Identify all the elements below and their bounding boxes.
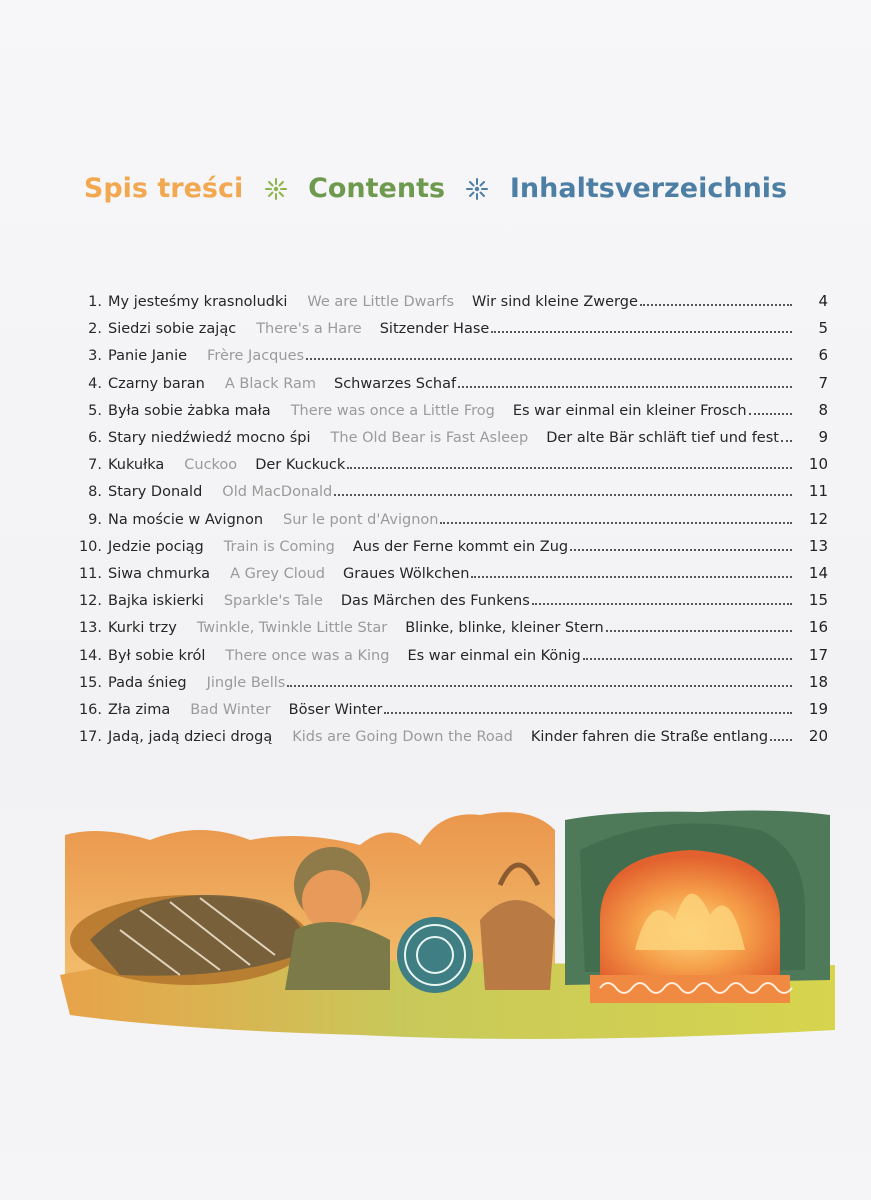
title-english: Jingle Bells	[206, 674, 286, 691]
page-number: 15	[808, 591, 828, 610]
title-english: There once was a King	[225, 647, 390, 664]
title-english: Sparkle's Tale	[223, 593, 323, 610]
title-english: A Grey Cloud	[230, 566, 325, 582]
title-german: Wir sind kleine Zwerge	[472, 294, 638, 310]
entry-number: 10.	[78, 538, 102, 555]
title-german: Blinke, blinke, kleiner Stern	[405, 620, 604, 637]
title-polish: Siedzi sobie zając	[108, 321, 237, 338]
title-polish: Kurki trzy	[108, 620, 177, 637]
title-english: Sur le pont d'Avignon	[283, 511, 439, 528]
dot-leader	[532, 603, 792, 605]
toc-entry	[78, 502, 828, 528]
dot-leader	[306, 358, 792, 360]
toc-entry	[78, 610, 828, 636]
toc-entry	[78, 338, 828, 364]
watercolor-illustration	[60, 790, 835, 1040]
title-english: Bad Winter	[190, 702, 271, 718]
title-german: Böser Winter	[288, 702, 383, 718]
toc-entry	[78, 447, 828, 473]
dot-leader	[640, 304, 792, 306]
entry-number: 17.	[78, 729, 102, 746]
entry-number: 9.	[88, 511, 102, 528]
entry-number: 6.	[88, 430, 102, 446]
title-polish: Spis treści	[83, 173, 244, 204]
entry-number: 13.	[78, 620, 102, 637]
dot-leader	[749, 413, 792, 415]
toc-entry	[78, 556, 828, 582]
title-english: There was once a Little Frog	[290, 402, 495, 419]
title-polish: Panie Janie	[108, 348, 188, 365]
title-german: Kinder fahren die Straße entlang	[530, 729, 769, 746]
dot-leader	[471, 576, 792, 578]
title-polish: My jesteśmy krasnoludki	[108, 294, 288, 310]
dot-leader	[440, 522, 792, 524]
title-polish: Pada śnieg	[108, 674, 187, 691]
title-polish: Na moście w Avignon	[108, 511, 264, 528]
entry-number: 16.	[78, 702, 102, 718]
title-english: The Old Bear is Fast Asleep	[330, 430, 529, 446]
title-polish: Bajka iskierki	[108, 593, 204, 610]
page-number: 6	[818, 346, 828, 365]
title-english: Train is Coming	[223, 538, 335, 555]
page-number: 11	[808, 482, 828, 501]
title-polish: Czarny baran	[108, 375, 205, 392]
title-german: Graues Wölkchen	[343, 566, 470, 582]
entry-number: 14.	[78, 647, 102, 664]
title-polish: Stary niedźwiedź mocno śpi	[108, 430, 311, 446]
toc-entry	[78, 719, 828, 745]
toc-entry	[78, 474, 828, 500]
page-number: 18	[808, 672, 828, 691]
dot-leader	[770, 739, 792, 741]
page-title	[0, 172, 871, 204]
entry-number: 1.	[88, 294, 102, 310]
dot-leader	[458, 386, 792, 388]
page-number: 19	[808, 700, 828, 718]
title-german: Es war einmal ein kleiner Frosch	[512, 402, 747, 419]
title-english: Contents	[308, 173, 446, 204]
title-polish: Stary Donald	[108, 484, 203, 501]
page-number: 4	[818, 292, 828, 310]
page-number: 8	[818, 400, 828, 419]
title-german: Inhaltsverzeichnis	[509, 173, 788, 204]
title-german: Es war einmal ein König	[407, 647, 581, 664]
title-polish: Jadą, jadą dzieci drogą	[108, 729, 273, 746]
dot-leader	[287, 685, 792, 687]
title-polish: Siwa chmurka	[108, 566, 211, 582]
title-polish: Jedzie pociąg	[108, 538, 204, 555]
title-english: Twinkle, Twinkle Little Star	[196, 620, 388, 637]
toc-entry	[78, 366, 828, 392]
page-number: 16	[808, 618, 828, 637]
entry-number: 2.	[88, 321, 102, 338]
toc-entry	[78, 284, 828, 310]
entry-number: 4.	[88, 375, 102, 392]
toc-entry	[78, 529, 828, 555]
entry-number: 12.	[78, 593, 102, 610]
entry-number: 15.	[78, 674, 102, 691]
dot-leader	[384, 712, 792, 714]
title-english: Kids are Going Down the Road	[292, 729, 513, 746]
title-polish: Była sobie żabka mała	[108, 402, 271, 419]
dot-leader	[781, 440, 792, 442]
toc-entry	[78, 311, 828, 337]
page-number: 9	[818, 428, 828, 446]
title-german: Sitzender Hase	[379, 321, 490, 338]
page-number: 17	[808, 645, 828, 664]
sun-icon	[466, 178, 488, 200]
page-number: 5	[818, 319, 828, 338]
dot-leader	[491, 331, 792, 333]
toc-entry	[78, 638, 828, 664]
toc-entry	[78, 583, 828, 609]
title-german: Das Märchen des Funkens	[340, 593, 530, 610]
toc-entry	[78, 393, 828, 419]
sun-icon	[265, 178, 287, 200]
page-number: 7	[818, 373, 828, 392]
title-english: Old MacDonald	[222, 484, 333, 501]
page-number: 12	[808, 509, 828, 528]
title-english: Cuckoo	[184, 457, 238, 474]
dot-leader	[606, 630, 792, 632]
toc-entry	[78, 692, 828, 718]
toc-entry	[78, 665, 828, 691]
dot-leader	[570, 549, 792, 551]
dot-leader	[583, 658, 792, 660]
title-english: A Black Ram	[224, 375, 316, 392]
title-english: There's a Hare	[256, 321, 362, 338]
title-polish: Był sobie król	[108, 647, 206, 664]
title-english: We are Little Dwarfs	[307, 294, 455, 310]
page-number: 10	[808, 455, 828, 474]
dot-leader	[347, 467, 792, 469]
title-german: Schwarzes Schaf	[333, 375, 457, 392]
entry-number: 3.	[88, 348, 102, 365]
entry-number: 5.	[88, 402, 102, 419]
title-german: Der Kuckuck	[255, 457, 346, 474]
entry-number: 11.	[78, 566, 102, 582]
title-polish: Kukułka	[108, 457, 165, 474]
page-number: 20	[808, 727, 828, 746]
page-number: 13	[808, 536, 828, 555]
toc-entry	[78, 420, 828, 446]
dot-leader	[334, 494, 792, 496]
title-german: Aus der Ferne kommt ein Zug	[352, 538, 569, 555]
title-english: Frère Jacques	[207, 348, 305, 365]
page-number: 14	[808, 564, 828, 582]
title-polish: Zła zima	[108, 702, 171, 718]
entry-number: 7.	[88, 457, 102, 474]
title-german: Der alte Bär schläft tief und fest	[546, 430, 779, 446]
entry-number: 8.	[88, 484, 102, 501]
